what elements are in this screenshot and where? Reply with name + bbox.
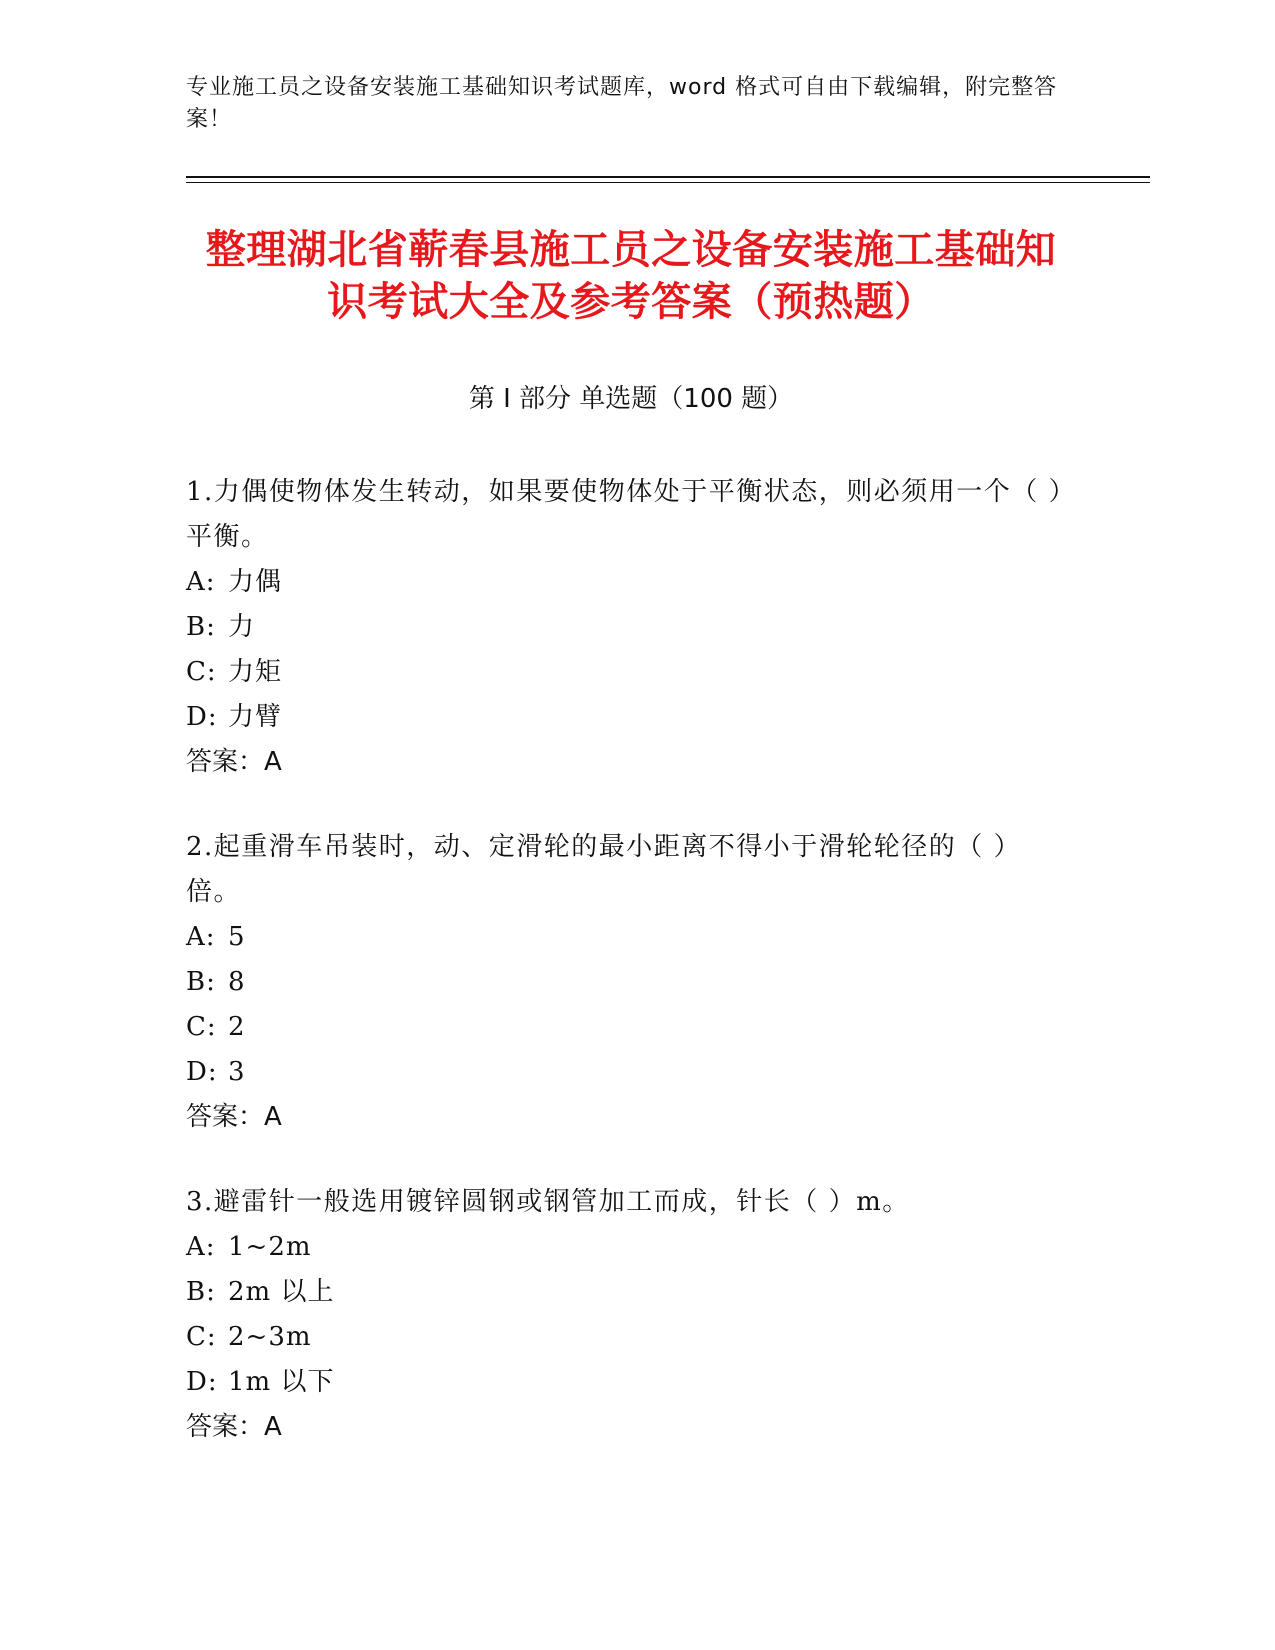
question-stem: 3.避雷针一般选用镀锌圆钢或钢管加工而成，针长（ ）m。 (186, 1187, 910, 1217)
question-1 (186, 470, 1066, 785)
option-key: B: (186, 1277, 216, 1307)
option-key: A: (186, 1232, 216, 1262)
option-b (186, 960, 1066, 1005)
option-c (186, 1005, 1066, 1050)
option-text: 力矩 (228, 657, 283, 687)
option-a (186, 560, 1066, 605)
option-key: A: (186, 567, 216, 597)
option-key: D: (186, 702, 218, 732)
option-text: 2 (228, 1012, 246, 1042)
option-text: 1m 以下 (228, 1367, 335, 1397)
option-key: B: (186, 967, 216, 997)
option-text: 3 (228, 1057, 246, 1087)
question-list (186, 470, 1066, 1490)
option-d (186, 695, 1066, 740)
option-key: D: (186, 1057, 218, 1087)
option-text: 8 (228, 967, 246, 997)
option-text: 2~3m (228, 1322, 312, 1352)
document-title: 整理湖北省蕲春县施工员之设备安装施工基础知识考试大全及参考答案（预热题） (205, 227, 1057, 325)
option-key: B: (186, 612, 216, 642)
option-c (186, 650, 1066, 695)
option-key: C: (186, 657, 217, 687)
option-key: D: (186, 1367, 218, 1397)
option-b (186, 605, 1066, 650)
option-key: C: (186, 1012, 217, 1042)
question-stem: 1.力偶使物体发生转动，如果要使物体处于平衡状态，则必须用一个（ ）平衡。 (186, 477, 1064, 552)
option-text: 5 (228, 922, 246, 952)
question-2 (186, 825, 1066, 1140)
option-c (186, 1315, 1066, 1360)
option-key: C: (186, 1322, 217, 1352)
option-text: 1~2m (228, 1232, 312, 1262)
option-d (186, 1050, 1066, 1095)
option-text: 力 (228, 612, 256, 642)
answer-line: 答案：A (186, 1102, 282, 1132)
section-heading: 第 I 部分 单选题（100 题） (468, 384, 794, 414)
question-3 (186, 1180, 1066, 1450)
option-text: 力偶 (228, 567, 283, 597)
option-b (186, 1270, 1066, 1315)
option-text: 力臂 (228, 702, 283, 732)
header-divider-thick (186, 176, 1150, 178)
header-divider-thin (186, 182, 1150, 183)
option-a (186, 1225, 1066, 1270)
option-text: 2m 以上 (228, 1277, 335, 1307)
header-note: 专业施工员之设备安装施工基础知识考试题库，word 格式可自由下载编辑，附完整答案！ (186, 75, 1058, 132)
answer-line: 答案：A (186, 747, 282, 777)
option-a (186, 915, 1066, 960)
option-key: A: (186, 922, 216, 952)
option-d (186, 1360, 1066, 1405)
question-stem: 2.起重滑车吊装时，动、定滑轮的最小距离不得小于滑轮轮径的（ ）倍。 (186, 832, 1022, 907)
answer-line: 答案：A (186, 1412, 282, 1442)
